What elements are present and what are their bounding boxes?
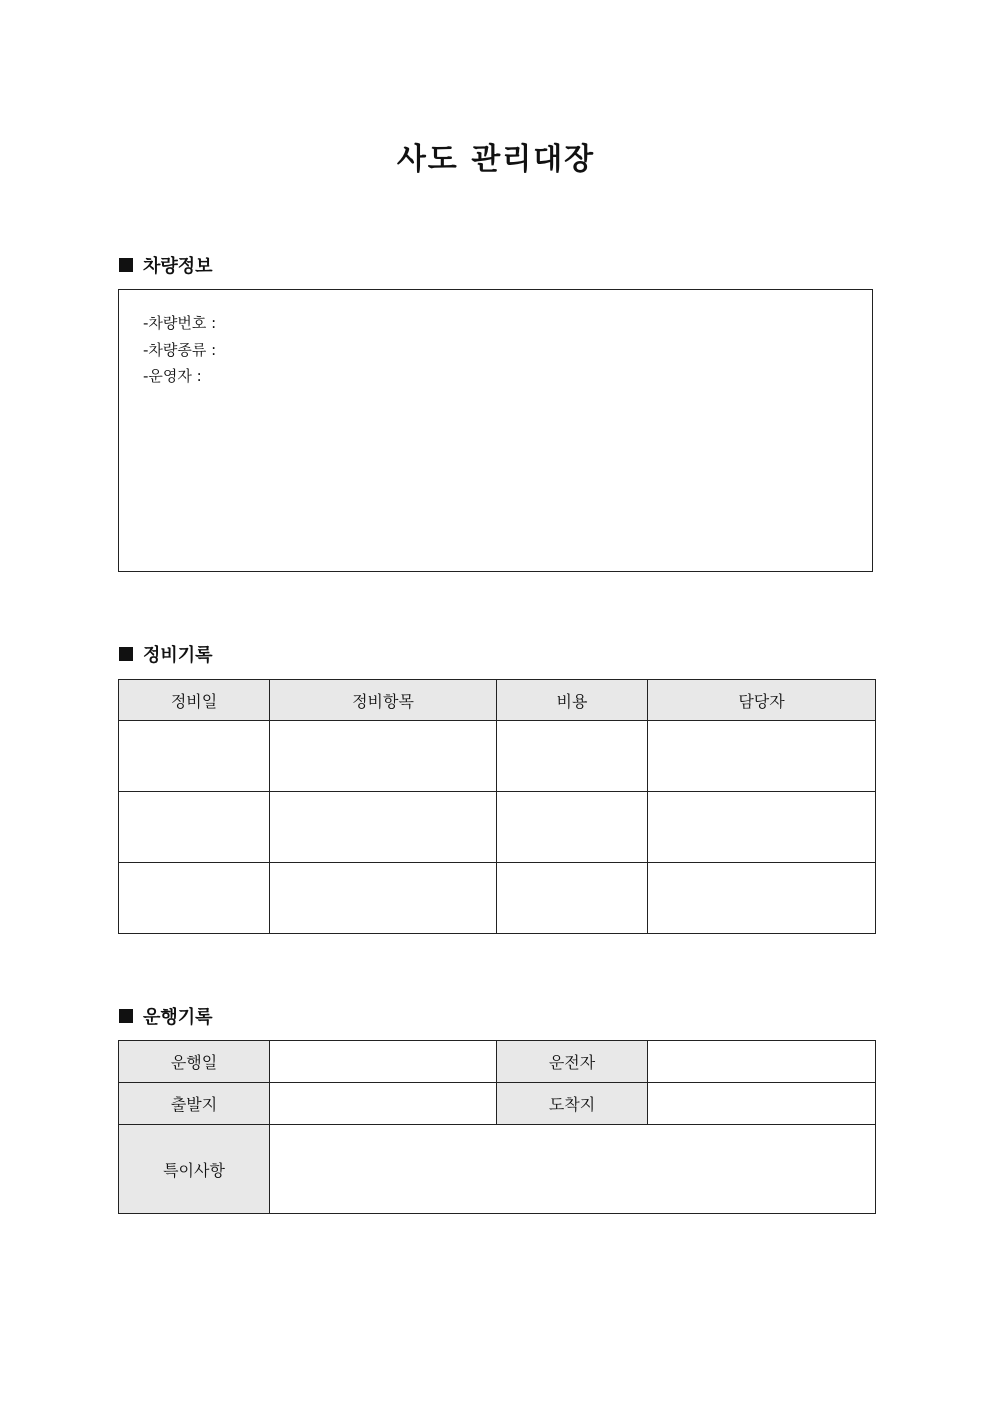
- table-row: [119, 1083, 876, 1125]
- departure-label: 출발지: [119, 1083, 270, 1125]
- driving-heading: [119, 1003, 213, 1029]
- driving-table: [118, 1040, 876, 1214]
- vehicle-info-box[interactable]: [118, 289, 873, 572]
- column-header-manager: 담당자: [648, 680, 876, 721]
- table-cell[interactable]: [270, 721, 497, 792]
- drive-date-field[interactable]: [270, 1041, 497, 1083]
- table-cell[interactable]: [648, 863, 876, 934]
- table-cell[interactable]: [119, 721, 270, 792]
- table-cell[interactable]: [119, 863, 270, 934]
- driver-field[interactable]: [648, 1041, 876, 1083]
- table-cell[interactable]: [270, 863, 497, 934]
- square-bullet-icon: [119, 1009, 133, 1023]
- column-header-cost: 비용: [497, 680, 648, 721]
- maintenance-table: [118, 679, 876, 934]
- notes-field[interactable]: [270, 1125, 876, 1214]
- table-row: [119, 1125, 876, 1214]
- driver-label: 운전자: [497, 1041, 648, 1083]
- table-cell[interactable]: [648, 721, 876, 792]
- operator-line: -운영자 :: [143, 367, 202, 385]
- table-cell[interactable]: [648, 792, 876, 863]
- column-header-date: 정비일: [119, 680, 270, 721]
- table-cell[interactable]: [119, 792, 270, 863]
- square-bullet-icon: [119, 258, 133, 272]
- table-cell[interactable]: [497, 792, 648, 863]
- maintenance-heading: [119, 641, 213, 667]
- table-row: [119, 721, 876, 792]
- drive-date-label: 운행일: [119, 1041, 270, 1083]
- table-row: [119, 792, 876, 863]
- table-row: [119, 863, 876, 934]
- vehicle-number-line: -차량번호 :: [143, 314, 217, 332]
- vehicle-type-line: -차량종류 :: [143, 340, 217, 359]
- table-row: [119, 1041, 876, 1083]
- vehicle-info-heading: [119, 252, 213, 278]
- page-title: 사도 관리대장: [396, 142, 596, 177]
- notes-label: 특이사항: [119, 1125, 270, 1214]
- vehicle-info-heading-label: 차량정보: [143, 256, 213, 277]
- square-bullet-icon: [119, 647, 133, 661]
- column-header-item: 정비항목: [270, 680, 497, 721]
- maintenance-heading-label: 정비기록: [143, 645, 213, 666]
- table-cell[interactable]: [497, 863, 648, 934]
- driving-heading-label: 운행기록: [143, 1007, 213, 1028]
- table-cell[interactable]: [270, 792, 497, 863]
- table-header-row: [119, 680, 876, 721]
- table-cell[interactable]: [497, 721, 648, 792]
- destination-field[interactable]: [648, 1083, 876, 1125]
- destination-label: 도착지: [497, 1083, 648, 1125]
- departure-field[interactable]: [270, 1083, 497, 1125]
